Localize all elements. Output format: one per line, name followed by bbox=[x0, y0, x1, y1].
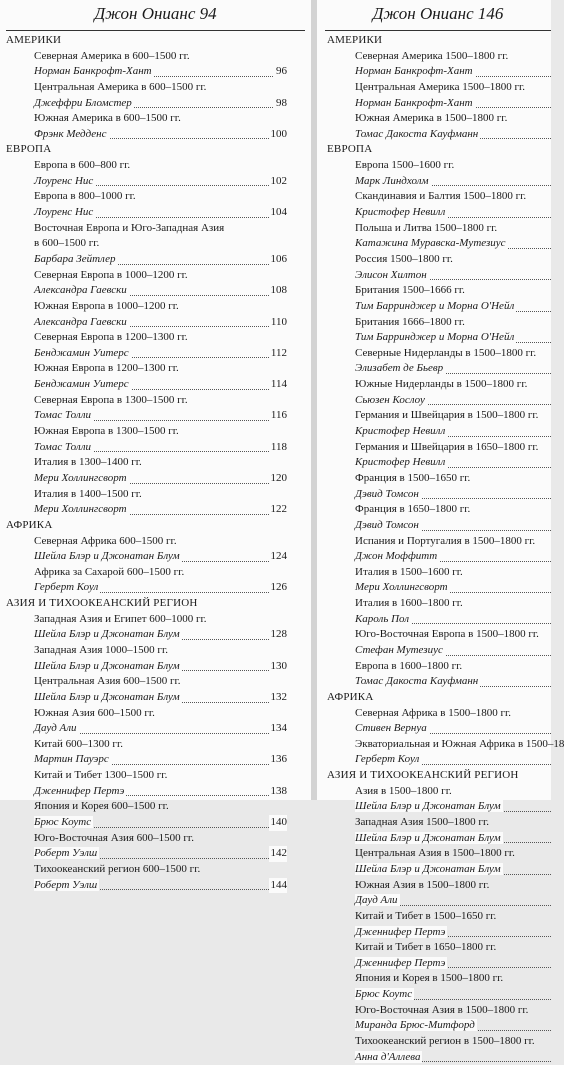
toc-entry-title: Германия и Швейцария в 1650–1800 гг. bbox=[355, 440, 539, 453]
author-name: Дауд Али bbox=[34, 722, 77, 735]
toc-entry-author bbox=[0, 502, 311, 518]
toc-entry-title: Экваториальная и Южная Африка в 1500–18 bbox=[355, 737, 564, 750]
author-name: Барбара Зейтлер bbox=[34, 252, 116, 265]
page-number: 138 bbox=[269, 784, 288, 800]
left-toc bbox=[0, 31, 311, 893]
toc-entry-author bbox=[0, 205, 311, 221]
toc-entry-author bbox=[0, 408, 311, 424]
page-number: 104 bbox=[269, 205, 288, 221]
page-number: 136 bbox=[269, 752, 288, 768]
author-name: Томас Толли bbox=[34, 409, 91, 422]
author-name: Герберт Коул bbox=[355, 753, 420, 766]
toc-entry-title: Испания и Португалия в 1500–1800 гг. bbox=[355, 534, 536, 547]
toc-entry-title: Западная Азия и Египет 600–1000 гг. bbox=[34, 612, 207, 625]
page-number: 116 bbox=[269, 408, 287, 424]
toc-entry-author bbox=[317, 330, 551, 346]
toc-entry-title: Россия 1500–1800 гг. bbox=[355, 252, 453, 265]
page-number: 144 bbox=[269, 878, 288, 894]
author-name: Дженнифер Пертэ bbox=[34, 784, 125, 797]
toc-entry-title: Италия в 1600–1800 гг. bbox=[355, 597, 463, 610]
toc-entry-title: Британия 1666–1800 гг. bbox=[355, 315, 465, 328]
author-name: Брюс Коутс bbox=[355, 988, 413, 1001]
toc-entry-author bbox=[0, 64, 311, 80]
toc-entry-author bbox=[317, 518, 551, 534]
toc-entry-title: Северная Европа в 1000–1200 гг. bbox=[34, 268, 188, 281]
toc-entry-author bbox=[317, 96, 551, 112]
toc-entry-author bbox=[0, 815, 311, 831]
toc-entry-author bbox=[0, 315, 311, 331]
toc-entry-title: Южная Европа в 1200–1300 гг. bbox=[34, 362, 179, 375]
toc-entry-title: Европа в 1600–1800 гг. bbox=[355, 659, 463, 672]
toc-entry-author bbox=[317, 956, 551, 972]
author-name: Мери Холлингсворт bbox=[34, 503, 127, 516]
author-name: Роберт Уэлш bbox=[34, 878, 98, 891]
page-number: 118 bbox=[269, 440, 287, 456]
toc-entry-author bbox=[317, 831, 551, 847]
author-name: Джон Моффитт bbox=[355, 550, 438, 563]
author-name: Элисон Хилтон bbox=[355, 268, 427, 281]
page-number: 124 bbox=[269, 549, 288, 565]
toc-entry-author bbox=[317, 549, 551, 565]
author-name: Александра Гаевски bbox=[34, 315, 127, 328]
toc-entry-title: Южная Америка в 600–1500 гг. bbox=[34, 112, 181, 125]
author-name: Шейла Блэр и Джонатан Блум bbox=[355, 800, 501, 813]
section-heading: АМЕРИКИ bbox=[327, 34, 383, 46]
author-name: Шейла Блэр и Джонатан Блум bbox=[34, 690, 180, 703]
toc-entry-title: Юго-Восточная Азия в 1500–1800 гг. bbox=[355, 1003, 529, 1016]
section-heading: АЗИЯ И ТИХООКЕАНСКИЙ РЕГИОН bbox=[327, 769, 519, 782]
toc-entry-author bbox=[0, 549, 311, 565]
left-page-header: Джон Онианс 94 bbox=[6, 0, 305, 31]
author-name: Кристофер Невилл bbox=[355, 425, 446, 438]
toc-entry-title: Южная Европа в 1300–1500 гг. bbox=[34, 425, 179, 438]
toc-entry-title: Южная Европа в 1000–1200 гг. bbox=[34, 299, 179, 312]
author-name: Александра Гаевски bbox=[34, 284, 127, 297]
toc-entry-title: Тихоокеанский регион 600–1500 гг. bbox=[34, 862, 201, 875]
toc-entry-author bbox=[317, 487, 551, 503]
toc-entry-title: Южные Нидерланды в 1500–1800 гг. bbox=[355, 378, 528, 391]
toc-entry-title: Западная Азия 1500–1800 гг. bbox=[355, 816, 489, 829]
toc-entry-title: Скандинавия и Балтия 1500–1800 гг. bbox=[355, 190, 527, 203]
author-name: Сьюзен Кослоу bbox=[355, 393, 425, 406]
section-heading: АЗИЯ И ТИХООКЕАНСКИЙ РЕГИОН bbox=[6, 597, 198, 610]
toc-entry-title: Германия и Швейцария в 1500–1800 гг. bbox=[355, 409, 539, 422]
toc-entry-title: Северная Африка 600–1500 гг. bbox=[34, 534, 177, 547]
toc-entry-author bbox=[317, 752, 551, 768]
toc-entry-author bbox=[317, 612, 551, 628]
toc-entry-title: Западная Азия 1000–1500 гг. bbox=[34, 643, 168, 656]
page-number: 130 bbox=[269, 659, 288, 675]
toc-entry-author bbox=[0, 96, 311, 112]
author-name: Джеффри Бломстер bbox=[34, 96, 132, 109]
author-name: Шейла Блэр и Джонатан Блум bbox=[34, 550, 180, 563]
author-name: Стефан Мутезиус bbox=[355, 643, 443, 656]
page-number: 98 bbox=[274, 96, 287, 112]
toc-entry-author bbox=[317, 393, 551, 409]
page-number: 114 bbox=[269, 377, 287, 393]
toc-entry-title: Африка за Сахарой 600–1500 гг. bbox=[34, 565, 185, 578]
author-name: Элизабет де Бьевр bbox=[355, 362, 444, 375]
toc-entry-title: в 600–1500 гг. bbox=[34, 237, 100, 250]
toc-entry-title: Северная Америка в 600–1500 гг. bbox=[34, 49, 190, 62]
author-name: Томас Дакоста Кауфманн bbox=[355, 675, 479, 688]
toc-entry-title: Центральная Америка в 600–1500 гг. bbox=[34, 80, 207, 93]
page-number: 142 bbox=[269, 846, 288, 862]
toc-entry-title: Европа 1500–1600 гг. bbox=[355, 159, 455, 172]
section-heading: ЕВРОПА bbox=[327, 143, 373, 156]
author-name: Анна д'Аллева bbox=[355, 1050, 421, 1063]
page-number: 122 bbox=[269, 502, 288, 518]
author-name: Мартин Пауэрс bbox=[34, 753, 109, 766]
page-number: 108 bbox=[269, 283, 288, 299]
author-name: Стивен Вернуа bbox=[355, 722, 427, 735]
toc-entry-title: Франция в 1500–1650 гг. bbox=[355, 471, 471, 484]
author-name: Лоуренс Нис bbox=[34, 174, 94, 187]
toc-entry-author bbox=[317, 893, 551, 909]
author-name: Кристофер Невилл bbox=[355, 206, 446, 219]
toc-entry-title: Южная Азия 600–1500 гг. bbox=[34, 706, 155, 719]
author-name: Тим Барринджер и Морна О'Нейл bbox=[355, 331, 515, 344]
page-number: 96 bbox=[274, 64, 287, 80]
page-number: 128 bbox=[269, 627, 288, 643]
toc-entry-author bbox=[317, 361, 551, 377]
toc-entry-title: Франция в 1650–1800 гг. bbox=[355, 503, 471, 516]
toc-entry-title: Европа в 600–800 гг. bbox=[34, 159, 131, 172]
toc-entry-author bbox=[0, 283, 311, 299]
toc-entry-title: Южная Азия в 1500–1800 гг. bbox=[355, 878, 490, 891]
author-name: Томас Толли bbox=[34, 440, 91, 453]
toc-entry-title: Япония и Корея 600–1500 гг. bbox=[34, 800, 169, 813]
toc-entry-author bbox=[0, 127, 311, 143]
toc-entry-title: Северная Европа в 1200–1300 гг. bbox=[34, 331, 188, 344]
toc-entry-author bbox=[317, 987, 551, 1003]
toc-entry-title: Китай и Тибет в 1500–1650 гг. bbox=[355, 909, 497, 922]
toc-entry-author bbox=[317, 268, 551, 284]
author-name: Мери Холлингсворт bbox=[34, 471, 127, 484]
author-name: Роберт Уэлш bbox=[34, 847, 98, 860]
toc-entry-author bbox=[0, 752, 311, 768]
author-name: Миранда Брюс-Митфорд bbox=[355, 1019, 475, 1032]
toc-entry-author bbox=[317, 925, 551, 941]
author-name: Норман Банкрофт-Хант bbox=[355, 65, 473, 78]
section-heading: ЕВРОПА bbox=[6, 143, 52, 156]
toc-entry-author bbox=[0, 580, 311, 596]
toc-entry-author bbox=[317, 205, 551, 221]
page-number: 102 bbox=[269, 174, 288, 190]
toc-entry-author bbox=[317, 127, 551, 143]
toc-entry-author bbox=[317, 674, 551, 690]
section-heading: АФРИКА bbox=[6, 518, 53, 531]
page-number: 134 bbox=[269, 721, 288, 737]
page-number: 106 bbox=[269, 252, 288, 268]
section-heading: АМЕРИКИ bbox=[6, 34, 62, 46]
toc-entry-author bbox=[0, 346, 311, 362]
page-number: 110 bbox=[269, 315, 287, 331]
author-name: Лоуренс Нис bbox=[34, 206, 94, 219]
toc-entry-title: Япония и Корея в 1500–1800 гг. bbox=[355, 972, 504, 985]
page-number: 132 bbox=[269, 690, 288, 706]
toc-entry-title: Северная Европа в 1300–1500 гг. bbox=[34, 393, 188, 406]
author-name: Норман Банкрофт-Хант bbox=[34, 65, 152, 78]
toc-entry-author bbox=[317, 64, 551, 80]
author-name: Шейла Блэр и Джонатан Блум bbox=[34, 628, 180, 641]
toc-entry-author bbox=[317, 236, 551, 252]
author-name: Брюс Коутс bbox=[34, 816, 92, 829]
toc-entry-author bbox=[0, 174, 311, 190]
toc-entry-author bbox=[317, 424, 551, 440]
author-name: Кароль Пол bbox=[355, 612, 410, 625]
author-name: Бенджамин Уитерс bbox=[34, 378, 129, 391]
toc-entry-author bbox=[0, 627, 311, 643]
toc-entry-title: Северная Африка в 1500–1800 гг. bbox=[355, 706, 512, 719]
toc-entry-title: Тихоокеанский регион в 1500–1800 гг. bbox=[355, 1035, 535, 1047]
toc-entry-author bbox=[0, 784, 311, 800]
page-number: 126 bbox=[269, 580, 288, 596]
author-name: Катажина Муравска-Мутезиус bbox=[355, 237, 506, 250]
author-name: Марк Линдхолм bbox=[355, 174, 429, 187]
page-number: 100 bbox=[269, 127, 288, 143]
toc-entry-title: Северные Нидерланды в 1500–1800 гг. bbox=[355, 346, 537, 359]
toc-entry-title: Южная Америка в 1500–1800 гг. bbox=[355, 112, 508, 125]
toc-entry-author bbox=[0, 471, 311, 487]
toc-entry-title: Центральная Азия в 1500–1800 гг. bbox=[355, 847, 515, 860]
author-name: Кристофер Невилл bbox=[355, 456, 446, 469]
author-name: Дэвид Томсон bbox=[355, 518, 419, 531]
page-number: 112 bbox=[269, 346, 287, 362]
toc-entry-title: Польша и Литва 1500–1800 гг. bbox=[355, 221, 498, 234]
toc-entry-author bbox=[0, 377, 311, 393]
toc-entry-author bbox=[0, 659, 311, 675]
toc-entry-author bbox=[0, 721, 311, 737]
toc-entry-title: Северная Америка 1500–1800 гг. bbox=[355, 49, 509, 62]
toc-entry-title: Центральная Америка 1500–1800 гг. bbox=[355, 80, 525, 93]
toc-entry-author bbox=[317, 455, 551, 471]
author-name: Мери Холлингсворт bbox=[355, 581, 448, 594]
right-page bbox=[317, 0, 564, 1063]
page-number: 120 bbox=[269, 471, 288, 487]
toc-entry-author bbox=[317, 643, 551, 659]
toc-entry-title: Китай 600–1300 гг. bbox=[34, 737, 123, 750]
toc-entry-author bbox=[0, 690, 311, 706]
author-name: Шейла Блэр и Джонатан Блум bbox=[355, 831, 501, 844]
toc-entry-title: Восточная Европа и Юго-Западная Азия bbox=[34, 221, 225, 234]
toc-entry-author bbox=[317, 862, 551, 878]
right-page-header: Джон Онианс 146 bbox=[325, 0, 551, 31]
author-name: Фрэнк Медденс bbox=[34, 127, 107, 140]
toc-entry-author bbox=[317, 721, 551, 737]
author-name: Тим Барринджер и Морна О'Нейл bbox=[355, 299, 515, 312]
author-name: Дженнифер Пертэ bbox=[355, 925, 446, 938]
author-name: Томас Дакоста Кауфманн bbox=[355, 127, 479, 140]
toc-entry-title: Китай и Тибет в 1650–1800 гг. bbox=[355, 941, 497, 954]
toc-entry-author bbox=[317, 580, 551, 596]
author-name: Шейла Блэр и Джонатан Блум bbox=[34, 659, 180, 672]
page-number: 140 bbox=[269, 815, 288, 831]
left-page bbox=[0, 0, 311, 891]
toc-entry-author bbox=[317, 1050, 551, 1065]
author-name: Норман Банкрофт-Хант bbox=[355, 96, 473, 109]
author-name: Дэвид Томсон bbox=[355, 487, 419, 500]
toc-entry-title: Юго-Восточная Азия 600–1500 гг. bbox=[34, 831, 194, 844]
toc-entry-title: Азия в 1500–1800 гг. bbox=[355, 784, 452, 797]
section-heading: АФРИКА bbox=[327, 690, 374, 703]
toc-entry-title: Италия в 1400–1500 гг. bbox=[34, 487, 142, 500]
toc-entry-author bbox=[317, 299, 551, 315]
toc-entry-author bbox=[0, 440, 311, 456]
toc-entry-author bbox=[0, 846, 311, 862]
author-name: Бенджамин Уитерс bbox=[34, 346, 129, 359]
toc-entry-author bbox=[0, 252, 311, 268]
toc-entry-title: Британия 1500–1666 гг. bbox=[355, 284, 465, 297]
toc-entry-title: Европа в 800–1000 гг. bbox=[34, 190, 136, 203]
toc-entry-title: Юго-Восточная Европа в 1500–1800 гг. bbox=[355, 628, 539, 641]
toc-entry-author bbox=[317, 174, 551, 190]
author-name: Герберт Коул bbox=[34, 581, 99, 594]
right-toc bbox=[317, 31, 564, 1065]
author-name: Дженнифер Пертэ bbox=[355, 956, 446, 969]
toc-entry-title: Италия в 1300–1400 гг. bbox=[34, 456, 142, 469]
toc-entry-title: Китай и Тибет 1300–1500 гг. bbox=[34, 769, 168, 782]
author-name: Шейла Блэр и Джонатан Блум bbox=[355, 862, 501, 875]
toc-entry-author bbox=[0, 878, 311, 894]
toc-entry-title: Италия в 1500–1600 гг. bbox=[355, 565, 463, 578]
toc-entry-author bbox=[317, 799, 551, 815]
author-name: Дауд Али bbox=[355, 894, 398, 907]
toc-entry-author bbox=[317, 1018, 551, 1034]
toc-entry-title: Центральная Азия 600–1500 гг. bbox=[34, 675, 181, 688]
